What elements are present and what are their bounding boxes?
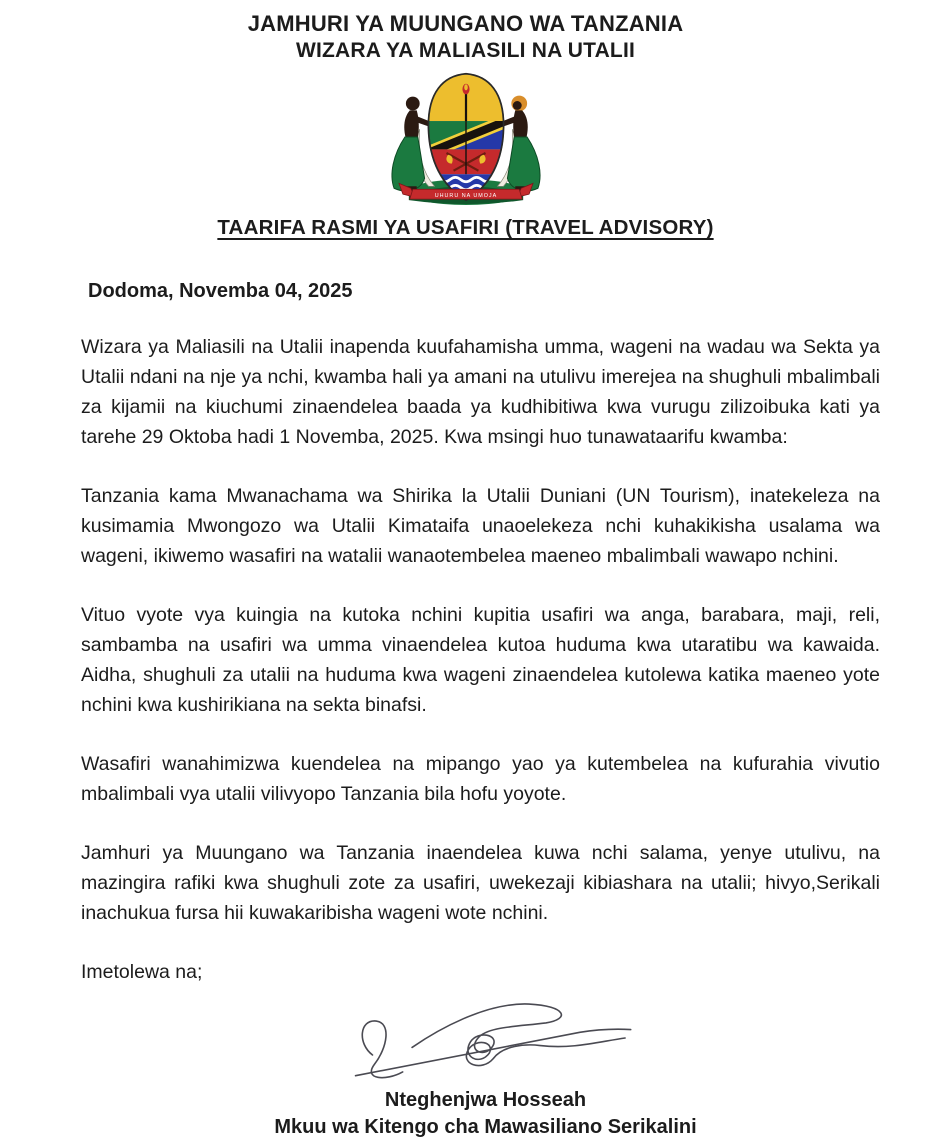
paragraph-2: Tanzania kama Mwanachama wa Shirika la Utalii Duniani (UN Tourism), inatekeleza na kusimamia Mwongozo wa Utalii Kimataifa unaoelekeza nchi kuhakikisha usalama wa wageni, ikiwemo wasafiri na watalii wanaotembelea maeneo mbalimbali wawapo nchini. (81, 485, 880, 567)
paragraph-4: Wasafiri wanahimizwa kuendelea na mipango yao ya kutembelea na kufurahia vivutio mbalimbali vya utalii vilivyopo Tanzania bila hofu yoyote. (81, 753, 880, 805)
paragraph-5: Jamhuri ya Muungano wa Tanzania inaendelea kuwa nchi salama, yenye utulivu, na mazingira rafiki kwa shughuli zote za usafiri, uwekezaji kibiashara na utalii; hivyo,Serikali inachukua fursa hii kuwakaribisha wageni wote nchini. (81, 842, 880, 924)
coat-of-arms-svg (376, 68, 556, 206)
dateline: Dodoma, Novemba 04, 2025 (88, 280, 353, 302)
signature-area (0, 989, 931, 1087)
signature-strike (356, 1029, 631, 1076)
signature-flourish (362, 1021, 402, 1078)
country-header: JAMHURI YA MUUNGANO WA TANZANIA (247, 11, 684, 36)
motto-text: UHURU NA UMOJA (434, 193, 497, 200)
paragraph-3: Vituo vyote vya kuingia na kutoka nchini kupitia usafiri wa anga, barabara, maji, reli, sambamba na usafiri wa umma vinaendelea kutoa huduma kwa utaratibu wa kawaida. Aidha, shughuli za utalii na huduma kwa wageni zinaendelea kutolewa katika maeneo yote nchini kwa kushirikiana na sekta binafsi. (81, 604, 880, 716)
signatory-title: Mkuu wa Kitengo cha Mawasiliano Serikalini (274, 1116, 697, 1138)
letterhead (0, 0, 931, 64)
document-title: TAARIFA RASMI YA USAFIRI (TRAVEL ADVISORY) (217, 216, 714, 239)
coat-of-arms-icon (376, 68, 556, 206)
body-text (81, 332, 880, 928)
paragraph-1: Wizara ya Maliasili na Utalii inapenda kuufahamisha umma, wageni na wadau wa Sekta ya Utalii ndani na nje ya nchi, kwamba hali ya amani na utulivu imerejea na shughuli mbalimbali za kijamii na kiuchumi zinaendelea baada ya kudhibitiwa kwa vurugu zilizoibuka kati ya tarehe 29 Oktoba hadi 1 Novemba, 2025. Kwa msingi huo tunawataarifu kwamba: (81, 336, 880, 448)
signatory-name: Nteghenjwa Hosseah (384, 1089, 587, 1111)
signatory-block (0, 1087, 931, 1141)
signature-loops (412, 1004, 625, 1066)
issued-by-label: Imetolewa na; (81, 961, 203, 983)
signature-icon (340, 989, 650, 1087)
ministry-header: WIZARA YA MALIASILI NA UTALII (295, 39, 636, 62)
